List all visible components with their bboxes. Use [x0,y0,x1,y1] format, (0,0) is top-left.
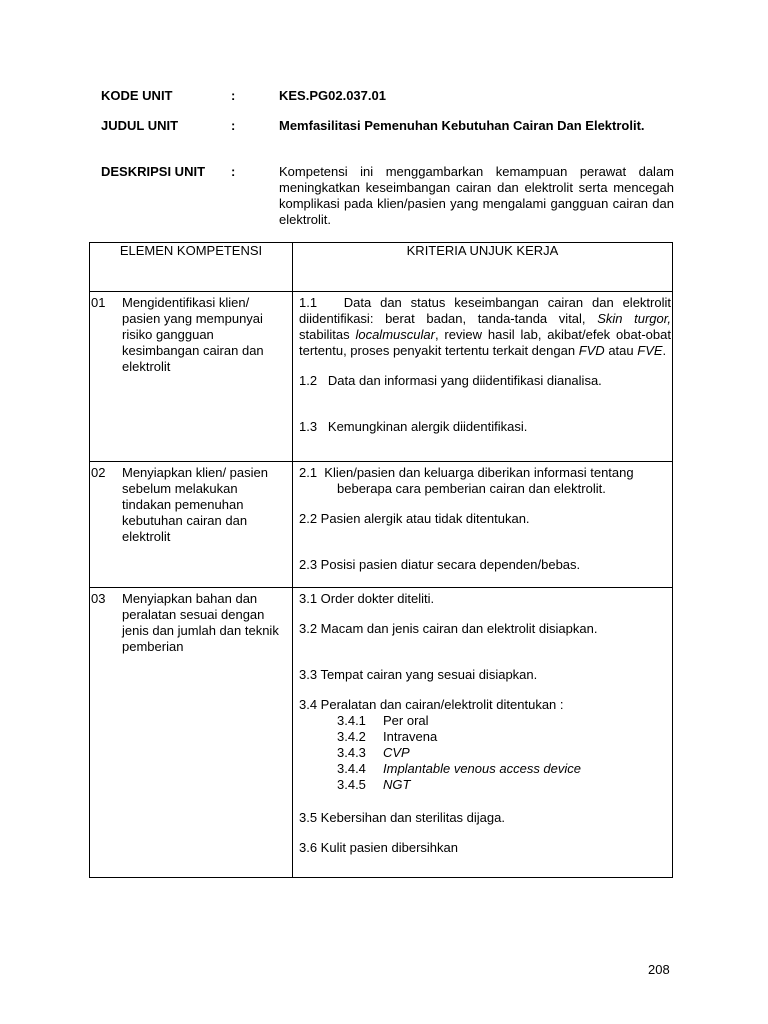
sub-item-number: 3.4.4 [337,761,366,776]
table-header-row [90,243,673,292]
criteria-italic: Skin turgor, [597,311,671,326]
colon: : [231,88,236,103]
criteria-text: . [662,343,667,358]
sub-item [299,729,671,745]
colon: : [231,164,236,179]
criteria-item: 3.2 Macam dan jenis cairan dan elektrolit disiapkan. [299,621,598,636]
competency-table [89,242,673,878]
sub-item-text: NGT [383,777,411,792]
sub-item [299,713,671,729]
element-cell [90,588,293,878]
col-header-elemen-label: ELEMEN KOMPETENSI [119,243,263,258]
criteria-cell [293,588,673,878]
col-header-kriteria [293,243,673,292]
sub-item-text: Per oral [383,713,429,728]
criteria-cell [293,292,673,462]
criteria-text: atau [608,343,634,358]
element-text: Menyiapkan bahan dan peralatan sesuai dengan jenis dan jumlah dan teknik pemberian [122,591,279,654]
element-text: Mengidentifikasi klien/ pasien yang mempunyai risiko gangguan kesimbangan cairan dan elektrolit [122,295,264,374]
element-number: 01 [91,295,106,310]
page-number: 208 [648,962,670,977]
element-number: 03 [91,591,106,606]
sub-item-text: Implantable venous access device [383,761,582,776]
table-row [90,462,673,588]
criteria-item: 2.3 Posisi pasien diatur secara dependen/bebas. [299,557,581,572]
col-header-elemen [90,243,293,292]
criteria-number: 1.1 [299,295,318,310]
judul-unit-value: Memfasilitasi Pemenuhan Kebutuhan Cairan Dan Elektrolit. [279,118,645,133]
element-cell [90,462,293,588]
criteria-item: 1.2 Data dan informasi yang diidentifikasi dianalisa. [299,373,602,388]
judul-unit-label: JUDUL UNIT [101,118,179,133]
sub-item [299,745,671,761]
criteria-item [299,295,671,359]
element-cell [90,292,293,462]
sub-item-number: 3.4.5 [337,777,366,792]
sub-item-text: CVP [383,745,410,760]
criteria-item: 3.1 Order dokter diteliti. [299,591,435,606]
sub-item-number: 3.4.3 [337,745,366,760]
col-header-kriteria-label: KRITERIA UNJUK KERJA [406,243,559,258]
criteria-text: Data dan status keseimbangan cairan dan elektrolit diidentifikasi: berat badan, tanda-tanda vital, [299,295,671,326]
sub-item [299,777,671,793]
deskripsi-unit-value: Kompetensi ini menggambarkan kemampuan perawat dalam meningkatkan keseimbangan cairan dan elektrolit serta mencegah komplikasi pada klien/pasien yang mengalami gangguan cairan dan elektrolit. [279,164,674,227]
sub-item-number: 3.4.1 [337,713,366,728]
criteria-text: stabilitas [299,327,350,342]
kode-unit-value: KES.PG02.037.01 [279,88,386,103]
criteria-italic: FVE [637,343,663,358]
sub-item [299,761,671,777]
criteria-text: , review hasil lab, akibat/efek obat-obat tertentu, proses penyakit tertentu terkait dengan [299,327,671,358]
table-row [90,588,673,878]
criteria-item: 3.3 Tempat cairan yang sesuai disiapkan. [299,667,538,682]
sub-item-number: 3.4.2 [337,729,366,744]
criteria-text: beberapa cara pemberian cairan dan elektrolit. [337,481,606,496]
element-number: 02 [91,465,106,480]
criteria-item: 3.4 Peralatan dan cairan/elektrolit ditentukan : [299,697,564,712]
criteria-text: 2.1 Klien/pasien dan keluarga diberikan informasi tentang [299,465,634,480]
criteria-item: 2.2 Pasien alergik atau tidak ditentukan. [299,511,530,526]
criteria-item: 3.6 Kulit pasien dibersihkan [299,840,458,855]
criteria-cell [293,462,673,588]
kode-unit-label: KODE UNIT [101,88,173,103]
element-text: Menyiapkan klien/ pasien sebelum melakukan tindakan pemenuhan kebutuhan cairan dan elektrolit [122,465,268,544]
table-row [90,292,673,462]
criteria-italic: localmuscular [355,327,435,342]
criteria-item: 1.3 Kemungkinan alergik diidentifikasi. [299,419,528,434]
criteria-item: 3.5 Kebersihan dan sterilitas dijaga. [299,810,505,825]
criteria-italic: FVD [578,343,605,358]
deskripsi-unit-label: DESKRIPSI UNIT [101,164,206,179]
criteria-item [299,465,671,497]
colon: : [231,118,236,133]
sub-item-text: Intravena [383,729,438,744]
